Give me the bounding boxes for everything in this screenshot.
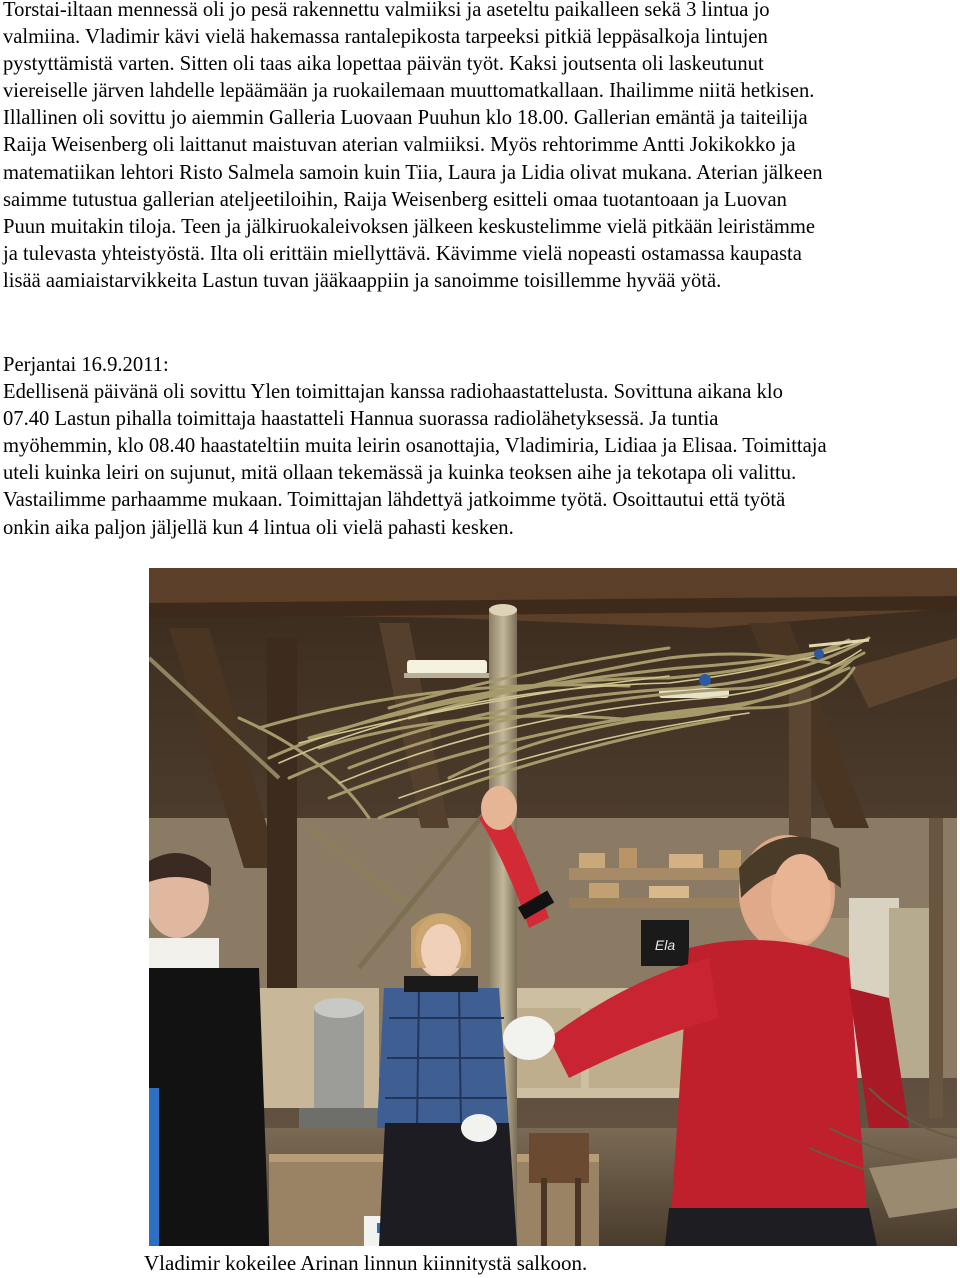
text-line: Vastailimme parhaamme mukaan. Toimittajan lähdettyä jatkoimme työtä. Osoittautui että työtä <box>3 489 786 512</box>
text-line: Raija Weisenberg oli laittanut maistuvan aterian valmiiksi. Myös rehtorimme Antti Jokikokko ja <box>3 134 796 157</box>
text-line: Illallinen oli sovittu jo aiemmin Galleria Luovaan Puuhun klo 18.00. Gallerian emäntä ja taiteilija <box>3 107 808 130</box>
text-line: myöhemmin, klo 08.40 haastateltiin muita leirin osanottajia, Vladimiria, Lidiaa ja Elisaa. Toimittaja <box>3 435 827 458</box>
paragraph-thursday-evening <box>3 0 958 295</box>
workshop-photo <box>149 568 957 1246</box>
text-line: Puun muitakin tiloja. Teen ja jälkiruokaleivoksen jälkeen keskustelimme vielä pitkään leiristämme <box>3 215 815 238</box>
paragraph-friday <box>3 352 958 542</box>
text-line: ja tulevasta yhteistyöstä. Ilta oli erittäin miellyttävä. Kävimme vielä nopeasti ostamassa kaupasta <box>3 242 802 265</box>
text-line: valmiina. Vladimir kävi vielä hakemassa rantalepikosta tarpeeksi pitkiä leppäsalkoja lintujen <box>3 26 768 49</box>
text-line: pystyttämistä varten. Sitten oli taas aika lopettaa päivän työt. Kaksi joutsenta oli laskeutunut <box>3 53 764 76</box>
date-heading: Perjantai 16.9.2011: <box>3 354 169 376</box>
text-line: Torstai-iltaan mennessä oli jo pesä rakennettu valmiiksi ja aseteltu paikalleen sekä 3 lintua jo <box>3 0 770 21</box>
text-line: onkin aika paljon jäljellä kun 4 lintua oli vielä pahasti kesken. <box>3 516 514 539</box>
text-line: uteli kuinka leiri on sujunut, mitä ollaan tekemässä ja kuinka teoksen aihe ja tekotapa oli valittu. <box>3 462 797 485</box>
text-line: saimme tutustua gallerian ateljeetiloihin, Raija Weisenberg esitteli omaa tuotantoaan ja Luovan <box>3 188 787 211</box>
text-line: lisää aamiaistarvikkeita Lastun tuvan jääkaappiin ja sanoimme toisillemme hyvää yötä. <box>3 269 722 292</box>
photo-caption: Vladimir kokeilee Arinan linnun kiinnitystä salkoon. <box>144 1251 588 1275</box>
text-line: 07.40 Lastun pihalla toimittaja haastatteli Hannua suorassa radiolähetyksessä. Ja tuntia <box>3 408 719 431</box>
sign-text: Ela <box>654 937 676 953</box>
text-line: matematiikan lehtori Risto Salmela samoin kuin Tiia, Laura ja Lidia olivat mukana. Aterian jälkeen <box>3 161 823 184</box>
text-line: viereiselle järven lahdelle lepäämään ja ruokailemaan muuttomatkallaan. Ihailimme niitä hetkisen. <box>3 80 815 103</box>
text-line: Edellisenä päivänä oli sovittu Ylen toimittajan kanssa radiohaastattelusta. Sovittuna aikana klo <box>3 381 783 404</box>
